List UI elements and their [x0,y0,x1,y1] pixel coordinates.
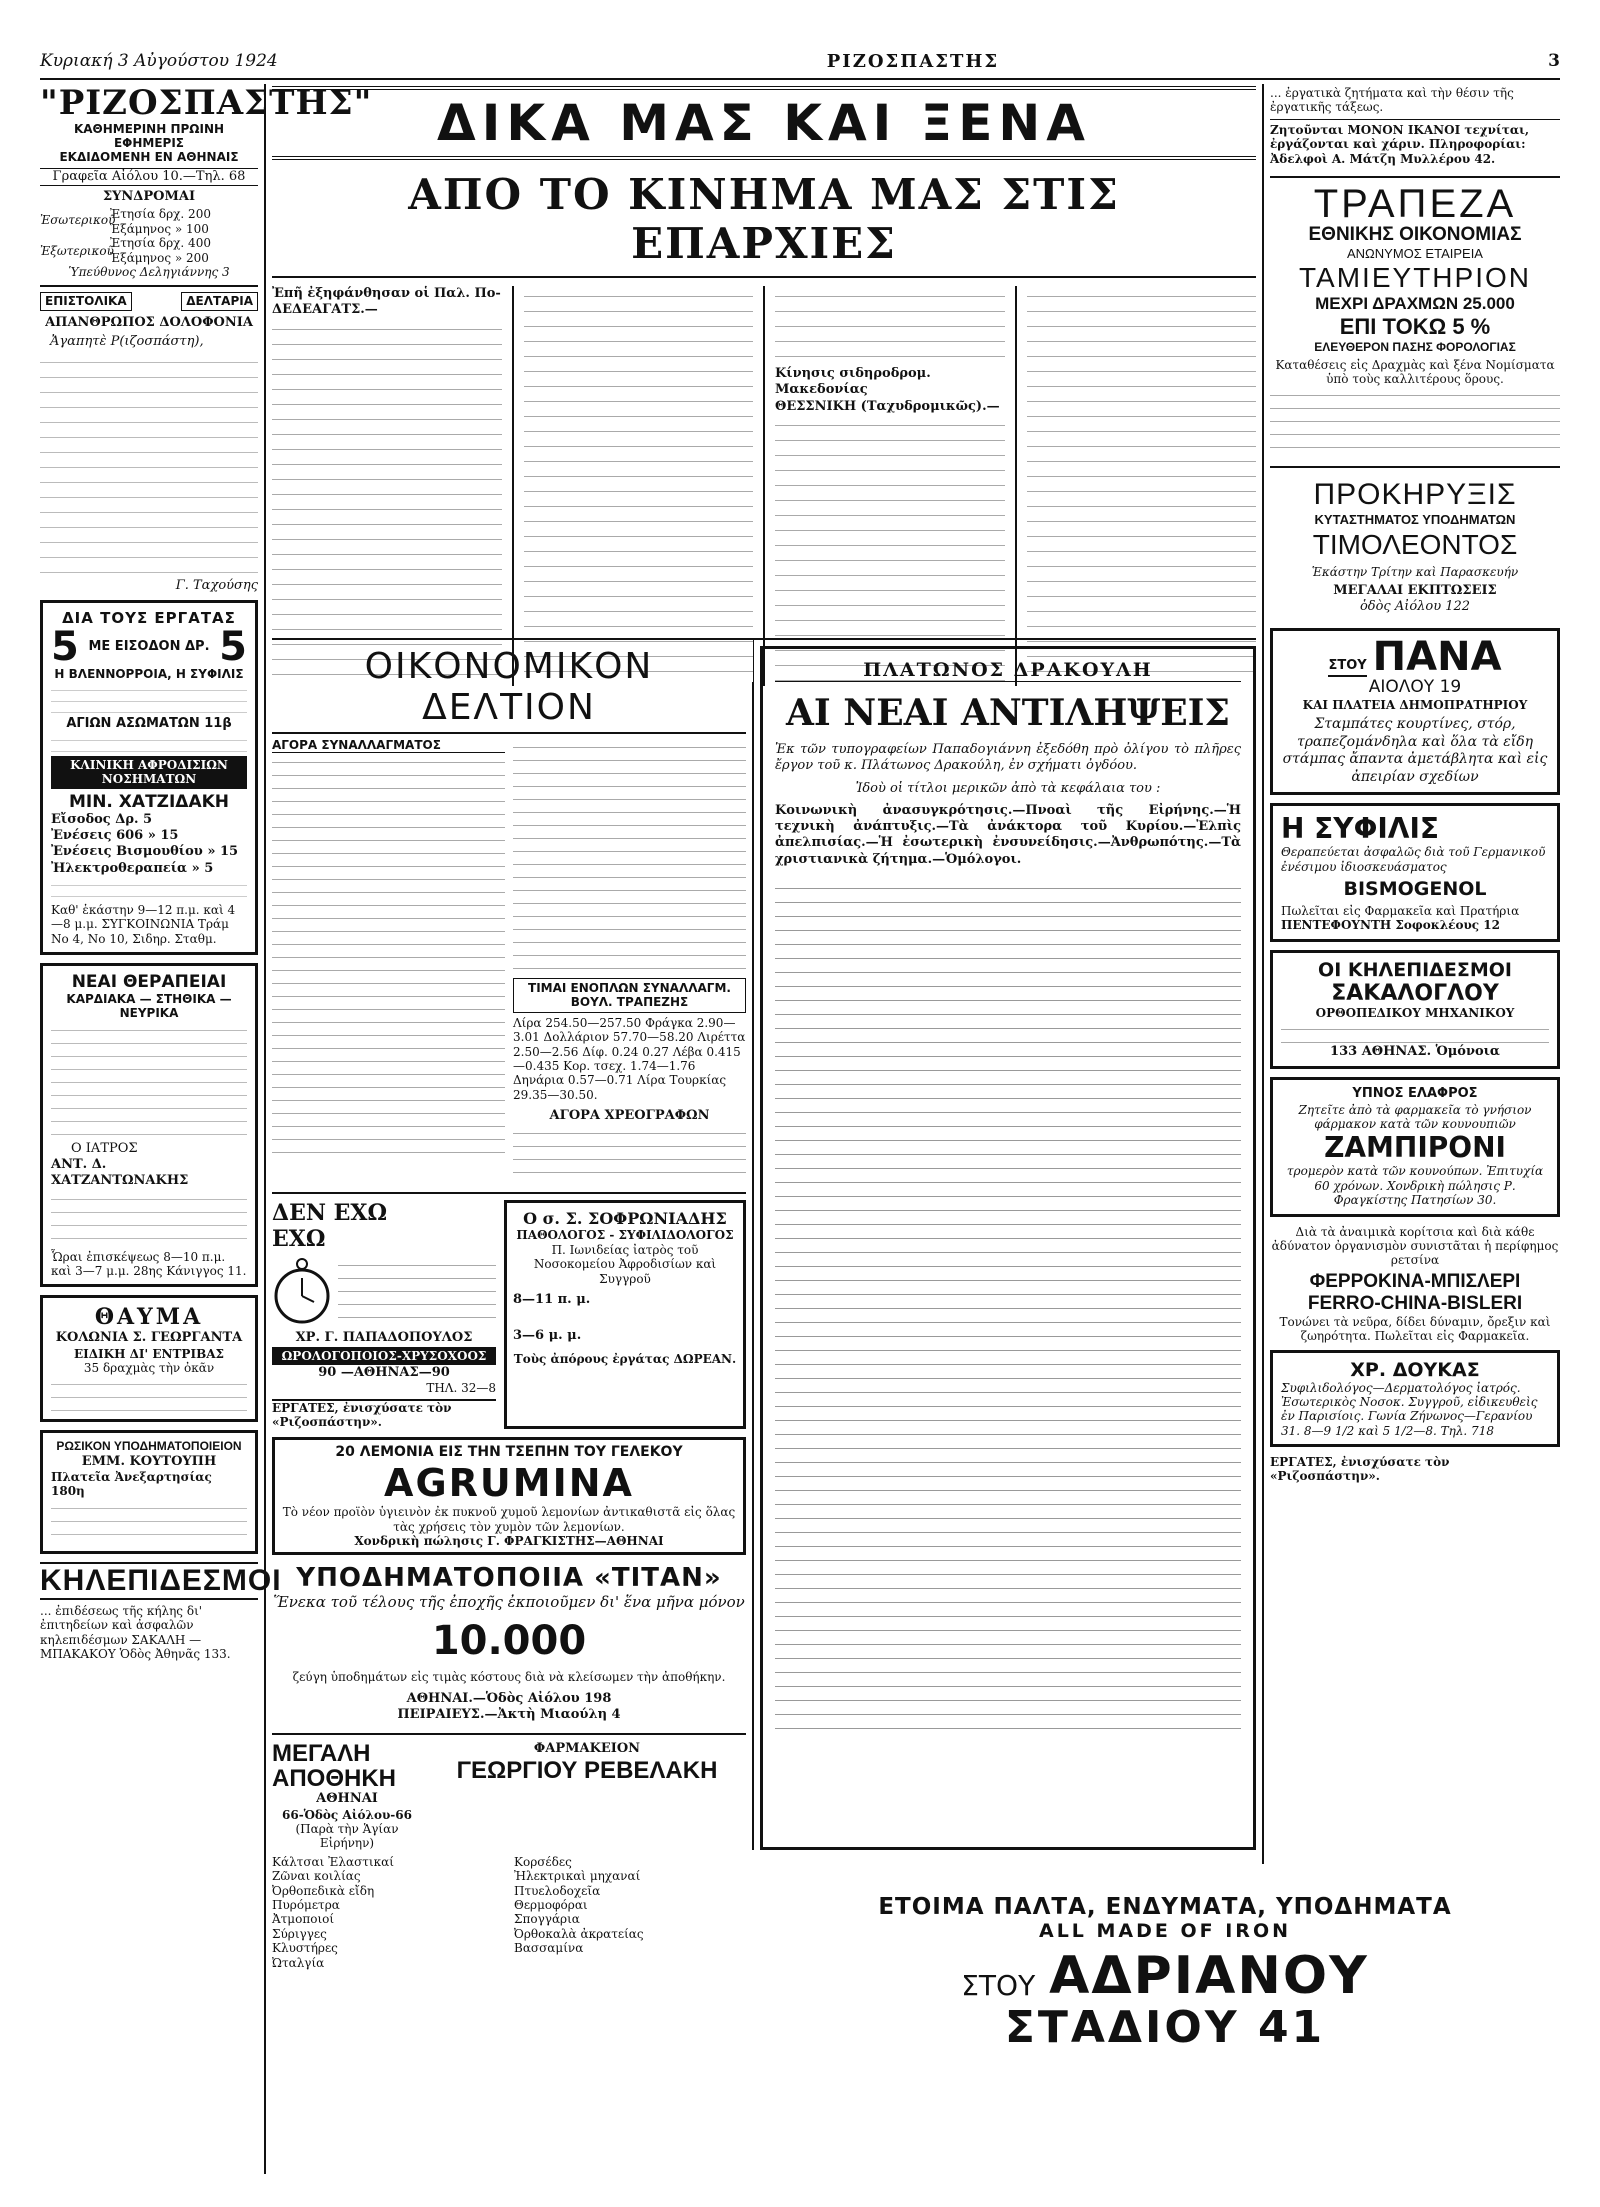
masthead-responsible: Ὑπεύθυνος Δεληγιάννης 3 [68,264,230,279]
ad-trapeza-small: Καταθέσεις εἰς Δραχμὰς καὶ ξένα Νομίσματα ὑπὸ τοὺς καλλιτέρους ὅρους. [1275,357,1555,386]
oikonomikon-body [513,1124,746,1184]
ad-agrumina [272,1437,746,1555]
rate-line: Ἐτησία δρχ. 200 [110,207,211,222]
platonos-title: ΑΙ ΝΕΑΙ ΑΝΤΙΛΗΨΕΙΣ [786,692,1230,734]
ad-revelaki-note: (Παρὰ τὴν Ἁγίαν Εἰρήνην) [295,1822,399,1851]
ad-bisleri-brand: ΦΕΡΡΟΚΙΝΑ-ΜΠΙΣΛΕΡΙ [1309,1270,1521,1292]
ad-syfilis-brand: BISMOGENOL [1343,877,1487,900]
list-item: Ζῶναι κοιλίας [272,1869,361,1884]
ad-koutoupi [40,1430,258,1553]
ad-therapy-subtitle: ΚΑΡΔΙΑΚΑ — ΣΤΗΘΙΚΑ — ΝΕΥΡΙΚΑ [66,992,232,1021]
ad-syfilis-pharm: Πωλεῖται εἰς Φαρμακεῖα καὶ Πρατήρια [1281,903,1520,918]
ad-papadopoulos-address: 90 —ΑΘΗΝΑΣ—90 [318,1365,450,1381]
ad-trapeza-title: ΤΡΑΠΕΖΑ [1313,181,1517,226]
ad-sofroniadis-free: Τοὺς ἀπόρους ἐργάτας ΔΩΡΕΑΝ. [513,1352,737,1367]
masthead-subtitle-1: ΚΑΘΗΜΕΡΙΝΗ ΠΡΩΙΝΗ ΕΦΗΜΕΡΙΣ [73,121,225,151]
ad-timoleontos-sale: ΜΕΓΑΛΑΙ ΕΚΠΤΩΣΕΙΣ [1333,583,1497,599]
ad-titan-small: ζεύγη ὑποδημάτων εἰς τιμὰς κόστους διὰ νὰ κλείσωμεν τὴν ἀποθήκην. [292,1670,726,1685]
ad-kilepidesmoi-text: ... ἐπιδέσεως τῆς κήλης δι' ἐπιτηδείων καὶ ἀσφαλῶν κηλεπιδέσμων ΣΑΚΑΛΗ — ΜΠΑΚΑΚΟΥ Ὁδὸς Ἀθηνᾶς 133. [40,1603,231,1661]
list-item: Βασσαμίνα [514,1941,584,1956]
ad-new-therapies [40,963,258,1287]
column-rule [752,640,754,1850]
ad-workers-price: Ἠλεκτροθεραπεία » 5 [51,860,214,876]
ad-sofroniadis-title: ΠΑΘΟΛΟΓΟΣ - ΣΥΦΙΛΙΔΟΛΟΓΟΣ [516,1228,734,1243]
page-header [40,44,1560,80]
list-item: Πτυελοδοχεῖα [514,1883,601,1898]
right-top-notice: Ζητοῦνται ΜΟΝΟΝ ΙΚΑΝΟΙ τεχνίται, ἐργάζονται καὶ χάριν. Πληροφορίαι: Ἀδελφοὶ Α. Μάτζη Μυλλέρου 42. [1270,119,1560,166]
list-item: Θερμοφόραι [514,1898,588,1913]
rate-line: Ἐτησία δρχ. 400 [110,236,211,251]
ad-sofroniadis-hours: 3—6 μ. μ. [513,1328,582,1344]
letter-body [40,352,258,578]
masthead-subtitle-2: ΕΚΔΙΔΟΜΕΝΗ ΕΝ ΑΘΗΝΑΙΣ [59,150,239,165]
platonos-section [760,646,1256,1866]
ad-agrumina-dist: Χονδρικὴ πώλησις Γ. ΦΡΑΓΚΙΣΤΗΣ—ΑΘΗΝΑΙ [354,1534,664,1549]
ad-trapeza-line: ΜΕΧΡΙ ΔΡΑΧΜΩΝ 25.000 [1315,294,1515,314]
article-place: ΘΕΣΣΝΙΚΗ (Ταχυδρομικῶς).— [775,398,1000,414]
ad-agrumina-small: Τὸ νέον προϊὸν ὑγιεινὸν ἐκ πυκνοῦ χυμοῦ λεμονίων ἀντικαθιστᾶ εἰς ὅλας τὰς χρήσεις τὸν χυμὸν τῶν λεμονίων. [282,1505,736,1534]
ad-timoleontos-small: Ἑκάστην Τρίτην καὶ Παρασκευήν [1311,564,1519,579]
ad-papadopoulos-head: ΕΧΩ [272,1226,326,1253]
ad-workers-clinic-name: ΚΛΙΝΙΚΗ ΑΦΡΟΔΙΣΙΩΝ ΝΟΣΗΜΑΤΩΝ [51,756,247,789]
ad-workers-price: Ἐνέσεις Βισμουθίου » 15 [51,844,239,860]
ad-pana-text: Σταμπάτες κουρτίνες, στόρ, τραπεζομάνδηλα καὶ ὅλα τὰ εἴδη στάμπας ἄπαντα ἀμετάβλητα καὶ εἰς ἀπειρίαν σχεδίων [1282,716,1548,785]
ad-bisleri-brand: FERRO-CHINA-BISLERI [1307,1292,1523,1314]
platonos-intro: Ἐκ τῶν τυπογραφείων Παπαδογιάννη ἐξεδόθη πρὸ ὀλίγου τὸ πλῆρες ἔργον τοῦ κ. Πλάτωνος Δρακούλη, ἐν σχήματι ὀγδόου. [775,742,1241,774]
foreign-label: Ἐξωτερικοῦ [40,243,114,258]
article-body [272,319,502,679]
ad-trapeza-line: ΕΘΝΙΚΗΣ ΟΙΚΟΝΟΜΙΑΣ [1308,223,1522,245]
ad-adrianou-line1: ΕΤΟΙΜΑ ΠΑΛΤΑ, ΕΝΔΥΜΑΤΑ, ΥΠΟΔΗΜΑΤΑ [878,1894,1452,1920]
ad-zampironi-text: τρομερὸν κατὰ τῶν κουνούπων. Ἐπιτυχία 60 χρόνων. Χονδρικὴ πώλησις Ρ. Φραγκίστης Πατησίων 30. [1286,1164,1544,1208]
ad-doukas-name: ΧΡ. ΔΟΥΚΑΣ [1350,1358,1480,1381]
ad-syfilis-addr: ΠΕΝΤΕΦΟΥΝΤΗ Σοφοκλέους 12 [1281,918,1500,933]
oikonomikon-title: ΟΙΚΟΝΟΜΙΚΟΝ ΔΕΛΤΙΟΝ [272,646,746,734]
ad-thavma-product: ΚΟΛΩΝΙΑ Σ. ΓΕΩΡΓΑΝΤΑ [55,1330,243,1346]
ad-sakalogloy-title: ΟΙ ΚΗΛΕΠΙΔΕΣΜΟΙ [1318,958,1512,981]
ad-koutoupi-owner: ΕΜΜ. ΚΟΥΤΟΥΠΗ [81,1453,217,1469]
ad-revelaki [272,1733,746,1851]
ad-trapeza-line: ΕΛΕΥΘΕΡΟΝ ΠΑΣΗΣ ΦΟΡΟΛΟΓΙΑΣ [1314,340,1516,355]
ad-syfilis [1270,803,1560,942]
list-item: Ὠταλγία [272,1955,325,1970]
masthead-office: Γραφεῖα Αἰόλου 10.—Τηλ. 68 [40,168,258,186]
ad-papadopoulos [272,1200,496,1429]
ad-zampironi-title: ΥΠΝΟΣ ΕΛΑΦΡΟΣ [1352,1086,1478,1102]
ad-titan-addr: ΑΘΗΝΑΙ.—Ὁδὸς Αἰόλου 198 [406,1690,612,1706]
section-deltaria: ΔΕΛΤΑΡΙΑ [181,292,258,310]
article-body [775,286,1005,366]
platonos-chapters: Κοινωνικὴ ἀνασυγκρότησις.—Πνοαὶ τῆς Εἰρήνης.—Ἡ τεχνικὴ ἀνάπτυξις.—Τὰ ἀνάκτορα τοῦ Κυρίου.—Ἐλπὶς ἀπελπισίας.—Ἡ ἐσωτερικὴ ἐνσυνείδησις.—Ἀνθρωπότης.—Τὰ χριστιανικὰ ζήτημα.—Ὁμόλογοι. [775,802,1241,867]
ad-bisleri-foot: Τονώνει τὰ νεῦρα, δίδει δύναμιν, ὄρεξιν καὶ ζωηρότητα. Πωλεῖται εἰς Φαρμακεῖα. [1279,1314,1551,1344]
masthead [40,83,373,279]
ad-workers-price: Εἴσοδος Δρ. 5 [51,811,153,827]
ad-titan-line: Ἕνεκα τοῦ τέλους τῆς ἐποχῆς ἐκποιοῦμεν δι' ἕνα μῆνα μόνον [273,1593,745,1612]
oikonomikon-body [513,738,746,978]
masthead-title: "ΡΙΖΟΣΠΑΣΤΗΣ" [40,83,373,123]
ad-revelaki-left-title: ΜΕΓΑΛΗ ΑΠΟΘΗΚΗ [272,1740,396,1793]
ad-trapeza [1270,176,1560,456]
list-item: Κλυστήρες [272,1941,338,1956]
ad-sakalogloy-name: ΣΑΚΑΛΟΓΛΟΥ [1331,980,1499,1006]
ad-adrianou-addr: ΣΤΑΔΙΟΥ 41 [1004,2002,1326,2053]
oikonomikon-section: ΑΓΟΡΑ ΣΥΝΑΛΛΑΓΜΑΤΟΣ [272,738,505,753]
ad-syfilis-text: Θεραπεύεται ἀσφαλῶς διὰ τοῦ Γερμανικοῦ ἐνέσιμου ἰδιοσκευάσματος [1281,845,1546,874]
ad-titan-brand: ΥΠΟΔΗΜΑΤΟΠΟΙΙΑ «ΤΙΤΑΝ» [296,1563,722,1594]
ad-revelaki-pharm: ΦΑΡΜΑΚΕΙΟΝ [533,1741,641,1757]
ad-bisleri [1270,1225,1560,1344]
ad-pana-name: ΠΑΝΑ [1372,633,1502,680]
ad-zampironi-sub: Ζητεῖτε ἀπὸ τὰ φαρμακεῖα τὸ γνήσιον φάρμακον κατὰ τῶν κουνουπιῶν [1298,1102,1532,1131]
ad-timoleontos-line: ΚΥΤΑΣΤΗΜΑΤΟΣ ΥΠΟΔΗΜΑΤΩΝ [1314,512,1516,528]
ad-sakalogloy-addr: 133 ΑΘΗΝΑΣ. Ὁμόνοια [1330,1044,1500,1060]
list-item: Κορσέδες [514,1854,572,1869]
ad-therapy-doctor: ΑΝΤ. Δ. ΧΑΤΖΑΝΤΩΝΑΚΗΣ [51,1157,189,1189]
ad-timoleontos-title: ΠΡΟΚΗΡΥΞΙΣ [1313,478,1517,512]
provinces-section [272,86,1256,636]
ad-trapeza-line: ΑΝΩΝΥΜΟΣ ΕΤΑΙΡΕΙΑ [1347,245,1483,261]
header-page-number: 3 [1548,51,1560,71]
article-body [524,286,754,682]
ad-sofroniadis-name: Ο σ. Σ. ΣΟΦΡΩΝΙΑΔΗΣ [523,1209,727,1229]
list-item: Ὀρθοπεδικὰ εἴδη [272,1883,375,1898]
ad-papadopoulos-foot: ΕΡΓΑΤΕΣ, ἐνισχύσατε τὸν «Ριζοσπάστην». [272,1399,496,1430]
ad-koutoupi-address: Πλατεῖα Ἀνεξαρτησίας 180η [51,1470,212,1499]
ad-koutoupi-title: ΡΩΣΙΚΟΝ ΥΠΟΔΗΜΑΤΟΠΟΙΕΙΟΝ [56,1439,242,1454]
ad-workers-address: ΑΓΙΩΝ ΑΣΩΜΑΤΩΝ 11β [66,715,232,731]
rate-line: Ἑξάμηνος » 100 [110,221,209,236]
ad-therapy-note: Ὧραι ἐπισκέψεως 8—10 π.μ. καὶ 3—7 μ.μ. 28ης Κάνιγγος 11. [51,1249,247,1278]
ad-papadopoulos-head: ΔΕΝ ΕΧΩ [272,1200,388,1227]
ad-workers-hours: Καθ' ἑκάστην 9—12 π.μ. καὶ 4—8 μ.μ. ΣΥΓΚΟΙΝΩΝΙΑ Τράμ Νο 4, Νο 10, Σιδηρ. Σταθμ. [51,902,236,946]
ad-adrianou-stou: ΣΤΟΥ [961,1969,1036,2002]
ad-workers-line1: ΔΙΑ ΤΟΥΣ ΕΡΓΑΤΑΣ [62,609,236,628]
article-subhead: Κίνησις σιδηροδρομ. Μακεδονίας [775,366,931,398]
ad-pana-addr: ΑΙΟΛΟΥ 19 [1368,676,1462,697]
ad-bisleri-top: Διὰ τὰ ἀναιμικὰ κορίτσια καὶ διὰ κάθε ἀδύνατον ὀργανισμὸν συνιστᾶται ἡ περίφημος ρετσίνα [1271,1224,1559,1268]
ad-workers-five: 5 [219,624,247,671]
ad-therapy-doctor-label: Ο ΙΑΤΡΟΣ [71,1140,138,1156]
ad-titan [272,1563,746,1723]
article-lead: Ἐπῆ ἐξηφάνθησαν οἱ Παλ. Πο- [272,286,501,301]
ad-papadopoulos-name: ΧΡ. Γ. ΠΑΠΑΔΟΠΟΥΛΟΣ [295,1330,473,1346]
ad-sakalogloy [1270,950,1560,1070]
ad-adrianou-line2: ALL MADE OF IRON [1038,1920,1291,1942]
oikonomikon-rates: Λίρα 254.50—257.50 Φράγκα 2.90—3.01 Δολλάριον 57.70—58.20 Λιρέττα 2.50—2.56 Δίφ. 0.24 0.27 Λέβα 0.415—0.435 Κορ. τσεχ. 1.74—1.76 Δηνάρια 0.57—0.71 Λίρα Τουρκίας 29.35—30.50. [513,1015,746,1102]
ad-sofroniadis-hours: 8—11 π. μ. [513,1291,591,1307]
ad-workers-doctor: ΜΙΝ. ΧΑΤΖΙΔΑΚΗ [68,791,230,812]
platonos-author: ΠΛΑΤΩΝΟΣ ΔΡΑΚΟΥΛΗ [775,659,1241,682]
letter-headline: ΑΠΑΝΘΡΩΠΟΣ ΔΟΛΟΦΟΝΙΑ [45,314,253,330]
ad-workers-price: Ἐνέσεις 606 » 15 [51,828,179,844]
ad-timoleontos-line: ΤΙΜΟΛΕΟΝΤΟΣ [1312,528,1518,560]
ad-trapeza-line: ΤΑΜΙΕΥΤΗΡΙΟΝ [1299,262,1531,294]
ad-pana-stou: ΣΤΟΥ [1328,658,1366,676]
ad-revelaki-addr: 66-Ὁδὸς Αἰόλου-66 [282,1807,412,1822]
section-epistolika: ΕΠΙΣΤΟΛΙΚΑ [40,292,132,310]
ad-timoleontos [1270,466,1560,615]
list-item: Ἠλεκτρικαὶ μηχαναί [514,1869,641,1884]
ad-sofroniadis [504,1200,746,1429]
ad-thavma-price: 35 δραχμὰς τὴν ὀκᾶν [83,1361,215,1375]
right-column [1270,86,1560,1866]
ad-trapeza-line: ΕΠΙ ΤΟΚΩ 5 % [1339,314,1491,340]
ad-timoleontos-addr: ὁδὸς Αἰόλου 122 [1359,599,1471,615]
ad-zampironi-brand: ΖΑΜΠΙΡΟΝΙ [1324,1131,1506,1165]
ad-agrumina-top: 20 ΛΕΜΟΝΙΑ ΕΙΣ ΤΗΝ ΤΣΕΠΗΝ ΤΟΥ ΓΕΛΕΚΟΥ [335,1444,683,1461]
ad-thavma-title: ΘΑΥΜΑ [94,1304,204,1331]
ad-sofroniadis-sub: Π. Ιωνιδείας ἰατρὸς τοῦ Νοσοκομείου Ἀφροδισίων καὶ Συγγροῦ [533,1242,717,1286]
ad-pana [1270,628,1560,796]
ad-agrumina-brand: AGRUMINA [384,1461,634,1506]
ad-thavma [40,1295,258,1422]
ad-workers-five: 5 [51,624,79,671]
list-item: Κάλτσαι Ἐλαστικαί [272,1854,394,1869]
ad-kilepidesmoi-title: ΚΗΛΕΠΙΔΕΣΜΟΙ [40,1562,258,1600]
column-rule [264,84,266,2174]
article-body [1027,286,1257,682]
ad-titan-addr: ΠΕΙΡΑΙΕΥΣ.—Ἀκτὴ Μιαούλη 4 [397,1706,621,1722]
ad-sakalogloy-sub: ΟΡΘΟΠΕΔΙΚΟΥ ΜΗΧΑΝΙΚΟΥ [1315,1005,1515,1020]
banner-title: ΔΙΚΑ ΜΑΣ ΚΑΙ ΞΕΝΑ [437,94,1091,152]
ad-kilepidesmoi-left [40,1562,282,1662]
column-rule [1262,84,1264,1864]
ad-doukas-foot: ΕΡΓΑΤΕΣ, ἐνισχύσατε τὸν «Ριζοσπάστην». [1270,1455,1450,1484]
ad-titan-number: 10.000 [431,1618,587,1665]
ad-workers-clinic [40,600,258,955]
ad-adrianou-name: ΑΔΡΙΑΝΟΥ [1049,1946,1369,2006]
ad-workers-entry: ΜΕ ΕΙΣΟΔΟΝ ΔΡ. [88,639,210,655]
letter-salutation: Ἀγαπητὲ Ρ(ιζοσπάστη), [50,333,204,349]
list-item: Ὀρθοκαλὰ ἀκρατείας [514,1926,644,1941]
list-item: Σύριγγες [272,1926,327,1941]
rate-line: Ἑξάμηνος » 200 [110,250,209,265]
ad-therapy-title: ΝΕΑΙ ΘΕΡΑΠΕΙΑΙ [71,972,227,993]
pocket-watch-icon [272,1256,332,1326]
ad-zampironi [1270,1077,1560,1216]
list-item: Σπογγάρια [514,1912,580,1927]
ad-papadopoulos-tel: ΤΗΛ. 32—8 [426,1381,496,1396]
list-item: Ἀτμοποιοί [272,1912,335,1927]
ad-doukas [1270,1350,1560,1448]
ad-revelaki-city: ΑΘΗΝΑΙ [316,1791,378,1807]
right-top-text: ... ἐργατικὰ ζητήματα καὶ τὴν θέσιν τῆς ἐργατικῆς τάξεως. [1270,86,1514,115]
ad-workers-diseases: Η ΒΛΕΝΝΟΡΡΟΙΑ, Η ΣΥΦΙΛΙΣ [54,667,244,682]
banner-headline: ΑΠΟ ΤΟ ΚΙΝΗΜΑ ΜΑΣ ΣΤΙΣ ΕΠΑΡΧΙΕΣ [272,170,1256,278]
ad-thavma-special: ΕΙΔΙΚΗ ΔΙ' ΕΝΤΡΙΒΑΣ [73,1346,225,1361]
ad-papadopoulos-trade: ΩΡΟΛΟΓΟΠΟΙΟΣ-ΧΡΥΣΟΧΟΟΣ [272,1347,496,1365]
oikonomikon-body [272,753,505,1153]
list-item: Πυρόμετρα [272,1898,340,1913]
banner-dika-mas [272,86,1256,160]
ad-adrianou [770,1880,1560,2130]
platonos-quotes [775,878,1241,1738]
ad-pana-addr: ΚΑΙ ΠΛΑΤΕΙΑ ΔΗΜΟΠΡΑΤΗΡΙΟΥ [1302,697,1528,712]
oikonomikon-section: ΤΙΜΑΙ ΕΝΟΠΛΩΝ ΣΥΝΑΛΛΑΓΜ. ΒΟΥΛ. ΤΡΑΠΕΖΗΣ [513,978,746,1013]
letter-signature: Γ. Ταχούσης [175,578,258,594]
ad-doukas-text: Συφιλιδολόγος—Δερματολόγος ἰατρός. Ἐσωτερικὸς Νοσοκ. Συγγροῦ, εἰδικευθεὶς ἐν Παρισίοις. Γωνία Ζήνωνος—Γερανίου 31. 8—9 1/2 καὶ 5 1/2—8. Τηλ. 718 [1281,1380,1538,1438]
ad-syfilis-title: Η ΣΥΦΙΛΙΣ [1281,812,1440,846]
header-paper-name: ΡΙΖΟΣΠΑΣΤΗΣ [826,50,1000,72]
oikonomikon-section: ΑΓΟΡΑ ΧΡΕΟΓΡΑΦΩΝ [549,1108,710,1124]
header-date: Κυριακή 3 Αὐγούστου 1924 [40,51,278,71]
article-place: ΔΕΔΕΑΓΑΤΣ.— [272,302,378,318]
center-left-column [272,646,746,2166]
platonos-contents-label: Ἰδοὺ οἱ τίτλοι μερικῶν ἀπὸ τὰ κεφάλαια του : [855,780,1161,796]
subscriptions-title: ΣΥΝΔΡΟΜΑΙ [102,189,196,205]
domestic-label: Ἐσωτερικοῦ [40,213,116,228]
ad-revelaki-name: ΓΕΩΡΓΙΟΥ ΡΕΒΕΛΑΚΗ [456,1757,718,1785]
